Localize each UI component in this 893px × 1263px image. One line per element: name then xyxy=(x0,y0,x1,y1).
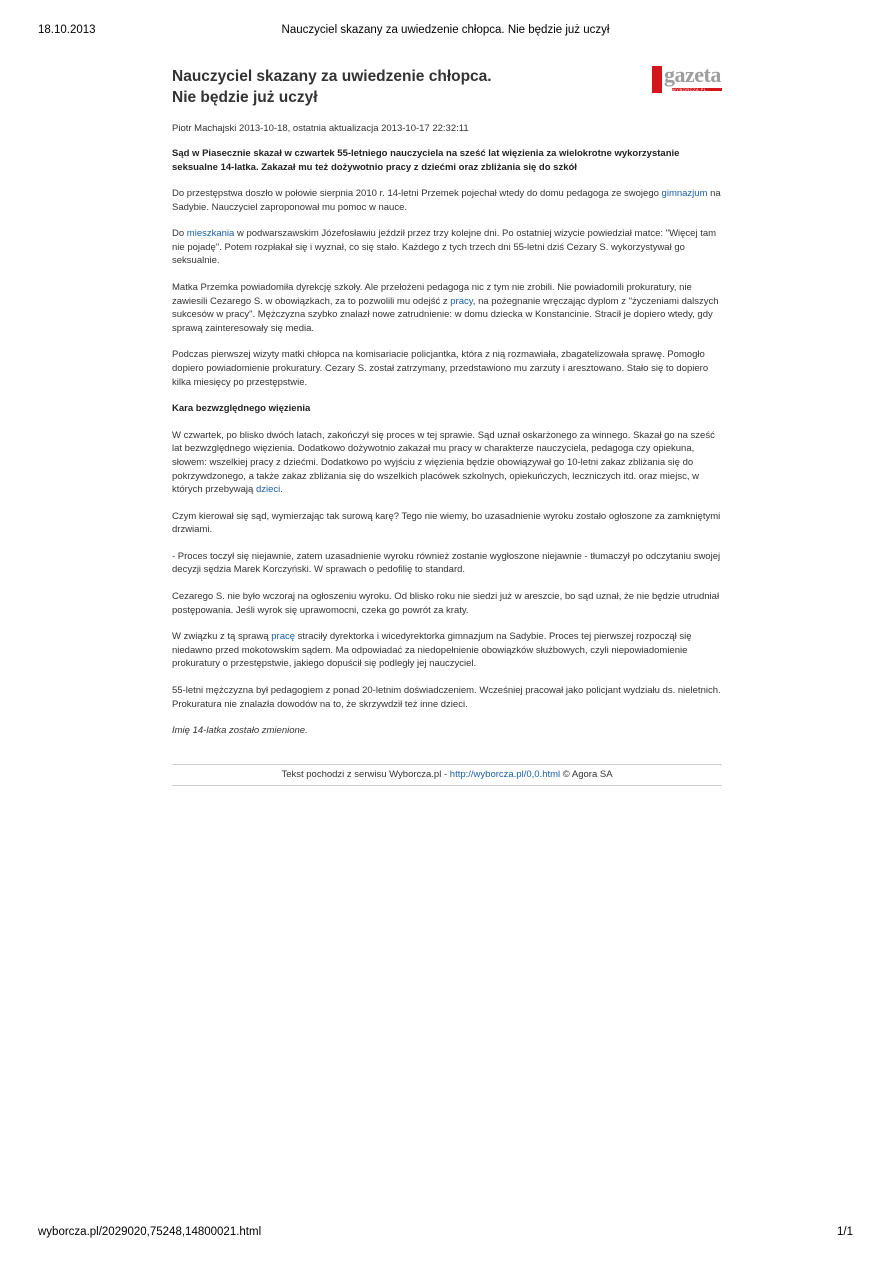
paragraph-2 xyxy=(172,227,722,268)
lead-paragraph: Sąd w Piasecznie skazał w czwartek 55-letniego nauczyciela na sześć lat więzienia za wielokrotne wykorzystanie seksualne 14-latka. Zakazał mu też dożywotnio pracy z dziećmi oraz zbliżania się do szkół xyxy=(172,148,680,173)
logo-red-bar xyxy=(652,66,662,93)
byline: Piotr Machajski 2013-10-18, ostatnia aktualizacja 2013-10-17 22:32:11 xyxy=(172,123,469,134)
text: Do przestępstwa doszło w połowie sierpnia 2010 r. 14-letni Przemek pojechał wtedy do domu pedagoga ze swojego xyxy=(172,188,662,199)
link-wyborcza[interactable]: http://wyborcza.pl/0,0.html xyxy=(449,768,561,780)
link-pracy[interactable]: pracy xyxy=(450,295,473,307)
logo-subtext: WYBORCZA.PL xyxy=(672,87,707,92)
text: © Agora SA xyxy=(560,768,613,780)
text: straciły dyrektorka i wicedyrektorka gimnazjum na Sadybie. Proces tej pierwszej rozpoczął się niedawno przed mokotowskim sądem. Ma odpowiadać za niedopełnienie obowiązków służbowych, czyli niepowiadomienie prokuratury o przestępstwie, jakiego dopuścił się podległy jej nauczyciel. xyxy=(172,631,692,670)
text: W związku z tą sprawą xyxy=(172,631,272,643)
paragraph-7: - Proces toczył się niejawnie, zatem uzasadnienie wyroku również zostanie wygłoszone niejawnie - tłumaczył po odczytaniu swojej decyzji sędzia Marek Korczyński. W sprawach o pedofilię to standard. xyxy=(172,550,721,576)
link-gimnazjum[interactable]: gimnazjum xyxy=(661,188,708,199)
paragraph-5 xyxy=(172,429,722,497)
headline xyxy=(172,66,592,108)
print-header xyxy=(38,24,853,40)
paragraph-6: Czym kierował się sąd, wymierzając tak surową karę? Tego nie wiemy, bo uzasadnienie wyroku zostało ogłoszone za zamkniętymi drzwiami. xyxy=(172,510,721,536)
print-footer xyxy=(38,1226,853,1242)
text: Tekst pochodzi z serwisu Wyborcza.pl - xyxy=(281,768,450,780)
footer-divider xyxy=(172,785,722,786)
paragraph-1 xyxy=(172,187,722,214)
link-dzieci[interactable]: dzieci xyxy=(255,484,281,496)
article-header xyxy=(172,62,722,116)
paragraph-10: 55-letni mężczyzna był pedagogiem z ponad 20-letnim doświadczeniem. Wcześniej pracował jako policjant wydziału ds. nieletnich. Prokuratura nie znalazła dowodów na to, że skrzywdził też inne dzieci. xyxy=(172,685,721,710)
source-footer xyxy=(172,764,722,781)
editor-note: Imię 14-latka zostało zmienione. xyxy=(172,725,308,737)
print-url: wyborcza.pl/2029020,75248,14800021.html xyxy=(38,1226,262,1238)
article xyxy=(172,62,722,786)
gazeta-logo xyxy=(652,62,722,96)
text: Matka Przemka powiadomiła dyrekcję szkoły. Ale przełożeni pedagoga nic z tym nie zrobili. Nie powiadomili prokuratury, nie zawiesili Cezarego S. w obowiązkach, za to pozwolili mu odejść z xyxy=(172,281,692,307)
text: Do xyxy=(172,228,187,240)
link-mieszkania[interactable]: mieszkania xyxy=(186,228,235,240)
page-number: 1/1 xyxy=(837,1226,853,1238)
headline-line-2: Nie będzie już uczył xyxy=(172,89,318,106)
paragraph-9 xyxy=(172,630,722,671)
logo-word: gazeta xyxy=(664,62,721,87)
text: na Sadybie. Nauczyciel zaproponował mu pomoc w nauce. xyxy=(172,188,721,213)
text: W czwartek, po blisko dwóch latach, zakończył się proces w tej sprawie. Sąd uznał oskarżonego za winnego. Skazał go na sześć lat bezwzględnego więzienia. Dodatkowo dożywotnio zakazał mu pracy w charakterze nauczyciela, pedagoga czy opiekuna, słowem: wszelkiej pracy z dziećmi. Dodatkowo po wyjściu z więzienia będzie obowiązywał go 10-letni zakaz zbliżania się do pokrzywdzonego, a także zakaz zbliżania się do wszelkich placówek szkolnych, opiekuńczych, leczniczych itd. oraz miejsc, w których przebywają xyxy=(172,429,715,496)
text: w podwarszawskim Józefosławiu jeździł przez trzy kolejne dni. Po ostatniej wizycie powiedział matce: "Więcej tam nie pojadę". Potem rozpłakał się i wyznał, co się stało. Każdego z tych trzech dni 55-letni dziś Cezary S. wykorzystywał go seksualnie. xyxy=(172,228,717,267)
print-page-title: Nauczyciel skazany za uwiedzenie chłopca. Nie będzie już uczył xyxy=(281,24,610,36)
paragraph-8: Cezarego S. nie było wczoraj na ogłoszeniu wyroku. Od blisko roku nie siedzi już w areszcie, bo sąd uznał, że nie będzie utrudniał postępowania. Jeśli wyrok się uprawomocni, czeka go powrót za kraty. xyxy=(172,591,720,616)
paragraph-4: Podczas pierwszej wizyty matki chłopca na komisariacie policjantka, która z nią rozmawiała, zbagatelizowała sprawę. Pomogło dopiero powiadomienie prokuratury. Cezary S. został zatrzymany, przedstawiono mu zarzuty i aresztowano. Stało się to dopiero kilka miesięcy po przestępstwie. xyxy=(172,349,709,388)
headline-line-1: Nauczyciel skazany za uwiedzenie chłopca. xyxy=(172,68,492,85)
section-heading: Kara bezwzględnego więzienia xyxy=(172,403,311,415)
text: , na pożegnanie wręczając dyplom z "życzeniami dalszych sukcesów w pracy". Mężczyzna szybko znalazł nowe zatrudnienie: w domu dziecka w Konstancinie. Stracił je dopiero wtedy, gdy sprawą zainteresowały się media. xyxy=(172,295,719,334)
paragraph-3 xyxy=(172,281,722,335)
text: . xyxy=(280,484,283,496)
link-prace[interactable]: pracę xyxy=(271,631,296,643)
print-date: 18.10.2013 xyxy=(38,24,96,36)
